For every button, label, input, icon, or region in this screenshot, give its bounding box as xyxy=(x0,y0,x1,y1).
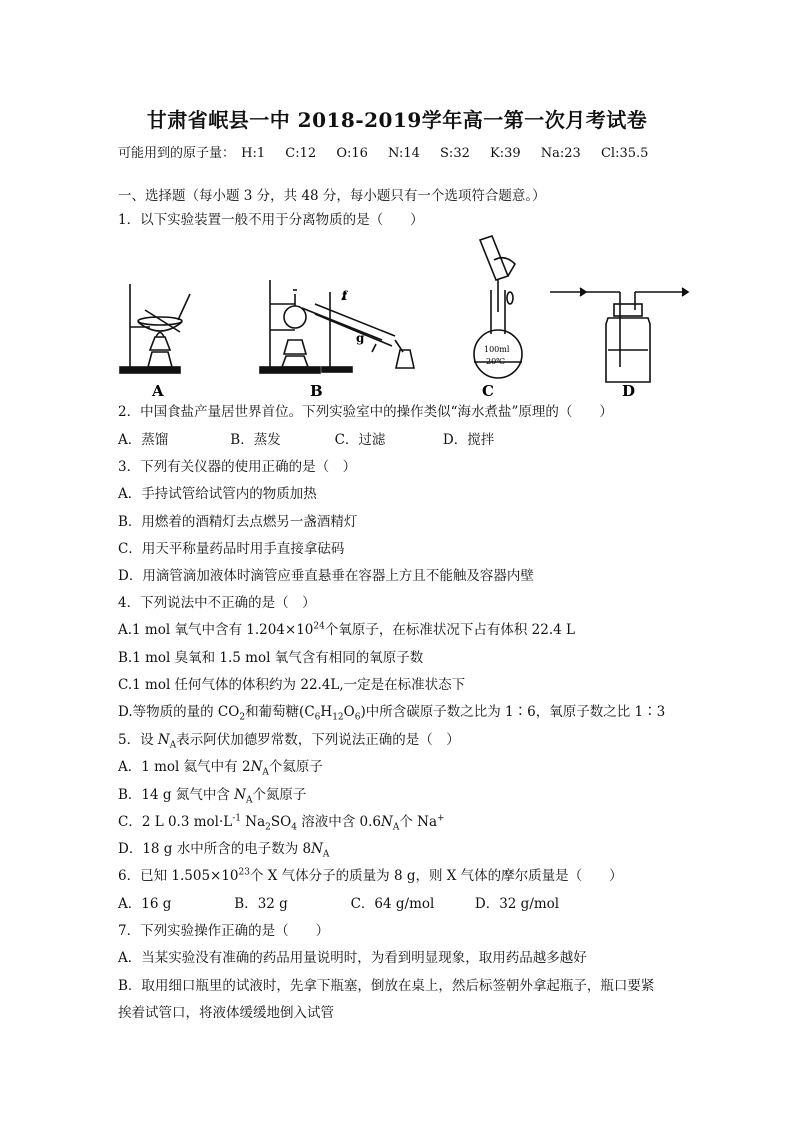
section-heading: 一、选择题（每小题 3 分，共 48 分，每小题只有一个选项符合题意。） xyxy=(118,188,546,204)
option: A．蒸馏 xyxy=(118,432,169,448)
text: 溶液中含 0.6 xyxy=(296,814,382,830)
q7-stem: 7．下列实验操作正确的是（ ） xyxy=(118,923,330,939)
superscript: + xyxy=(437,813,445,824)
q7-option-b: B．取用细口瓶里的试液时，先拿下瓶塞，倒放在桌上，然后标签朝外拿起瓶子，瓶口要紧 xyxy=(118,978,655,994)
page-title: 甘肃省岷县一中 2018-2019学年高一第一次月考试卷 xyxy=(146,108,648,132)
subscript: 4 xyxy=(291,822,297,833)
option: D．搅拌 xyxy=(442,432,495,448)
q5-option-a xyxy=(118,757,323,777)
q1-stem: 1．以下实验装置一般不用于分离物质的是（ ） xyxy=(118,212,424,228)
superscript: -1 xyxy=(232,813,242,824)
q7-option-b-continued: 挨着试管口，将液体缓缓地倒入试管 xyxy=(118,1005,334,1021)
q5-option-b xyxy=(118,785,306,805)
apparatus-b-distillation xyxy=(260,280,414,373)
q1-apparatus-figure xyxy=(110,232,710,404)
fig-label-c: C xyxy=(482,382,494,400)
q2-options xyxy=(118,430,494,450)
atomic-mass-item: O:16 xyxy=(336,146,368,161)
subscript: 2 xyxy=(265,822,271,833)
subscript: A xyxy=(322,849,330,860)
subscript: 12 xyxy=(332,712,344,723)
atomic-mass-item: N:14 xyxy=(388,146,420,161)
q3-option-a: A．手持试管给试管内的物质加热 xyxy=(118,486,317,502)
subscript: A xyxy=(262,767,269,778)
text: O xyxy=(343,704,355,720)
text: 个氦原子 xyxy=(268,759,323,775)
subscript: A xyxy=(169,740,177,751)
text: 5．设 xyxy=(118,732,158,748)
text: SO xyxy=(270,814,292,830)
fig-label-a: A xyxy=(152,382,164,400)
subscript: 2 xyxy=(239,712,246,723)
atomic-mass-item: H:1 xyxy=(241,146,266,161)
avogadro-symbol: N xyxy=(311,841,323,857)
text: D．18 g 水中所含的电子数为 8 xyxy=(118,841,312,857)
text: A.1 mol 氧气中含有 1.204×10 xyxy=(118,622,314,638)
subscript: 6 xyxy=(354,712,361,723)
atomic-mass-item: K:39 xyxy=(490,146,521,161)
q2-stem: 2．中国食盐产量居世界首位。下列实验室中的操作类似“海水煮盐”原理的（ ） xyxy=(118,404,613,420)
text: B．14 g 氮气中含 xyxy=(118,787,235,803)
avogadro-symbol: N xyxy=(250,759,263,775)
apparatus-d-gas-washing-bottle xyxy=(550,288,688,382)
q4-option-b: B.1 mol 臭氧和 1.5 mol 氧气含有相同的氧原子数 xyxy=(118,650,424,666)
fig-label-b: B xyxy=(310,382,323,400)
atomic-mass-item: C:12 xyxy=(285,146,317,161)
subscript: 6 xyxy=(314,712,321,723)
text: C．2 L 0.3 mol·L xyxy=(118,814,233,830)
q3-option-d: D．用滴管滴加液体时滴管应垂直悬垂在容器上方且不能触及容器内壁 xyxy=(118,568,534,584)
option: C．过滤 xyxy=(334,432,386,448)
q4-option-c: C.1 mol 任何气体的体积约为 22.4L,一定是在标准状态下 xyxy=(118,677,466,693)
q5-option-c xyxy=(118,812,445,832)
q3-option-c: C．用天平称量药品时用手直接拿砝码 xyxy=(118,541,345,557)
atomic-mass-item: S:32 xyxy=(440,146,470,161)
avogadro-symbol: N xyxy=(234,787,246,803)
text: 表示阿伏加德罗常数，下列说法正确的是（ ） xyxy=(176,732,460,748)
text: D.等物质的量的 CO xyxy=(118,704,240,720)
q3-option-b: B．用燃着的酒精灯去点燃另一盏酒精灯 xyxy=(118,514,358,530)
q6-stem xyxy=(118,866,623,886)
atomic-masses xyxy=(118,144,664,164)
text: 个氧原子，在标准状况下占有体积 22.4 L xyxy=(324,622,575,638)
subscript: A xyxy=(245,795,253,806)
atomic-mass-item: Na:23 xyxy=(540,146,581,161)
text: )中所含碳原子数之比为 1∶6，氧原子数之比 1∶3 xyxy=(360,704,666,720)
fig-label-g: g xyxy=(356,331,365,345)
flask-temp-label: 20℃ xyxy=(486,357,506,366)
superscript: 23 xyxy=(238,867,250,878)
text: A．1 mol 氦气中有 2 xyxy=(118,759,251,775)
option: B．蒸发 xyxy=(230,432,281,448)
option: D．32 g/mol xyxy=(474,896,560,912)
superscript: 24 xyxy=(313,621,325,632)
avogadro-symbol: N xyxy=(157,732,170,748)
option: A．16 g xyxy=(118,896,172,912)
text: H xyxy=(320,704,333,720)
q4-stem: 4．下列说法中不正确的是（ ） xyxy=(118,595,316,611)
text: 个 Na xyxy=(399,814,437,830)
q3-stem: 3．下列有关仪器的使用正确的是（ ） xyxy=(118,459,357,475)
option: B．32 g xyxy=(234,896,288,912)
q5-stem xyxy=(118,730,460,750)
fig-label-d: D xyxy=(622,382,636,400)
text: 个氮原子 xyxy=(252,787,307,803)
q6-options xyxy=(118,894,559,914)
avogadro-symbol: N xyxy=(381,814,393,830)
q4-option-a xyxy=(118,620,575,640)
subscript: A xyxy=(392,822,400,833)
text: 和葡萄糖(C xyxy=(245,704,315,720)
flask-volume-label: 100ml xyxy=(484,345,510,354)
q7-option-a: A．当某实验没有准确的药品用量说明时，为看到明显现象，取用药品越多越好 xyxy=(118,950,587,966)
apparatus-a-evaporation xyxy=(120,284,190,373)
atomic-masses-label: 可能用到的原子量： xyxy=(118,146,236,161)
text: 6．已知 1.505×10 xyxy=(118,868,239,884)
text: Na xyxy=(241,814,266,830)
atomic-mass-item: Cl:35.5 xyxy=(600,146,649,161)
fig-label-f: f xyxy=(342,289,348,303)
text: 个 X 气体分子的质量为 8 g，则 X 气体的摩尔质量是（ ） xyxy=(249,868,623,884)
q4-option-d xyxy=(118,702,665,722)
option: C．64 g/mol xyxy=(350,896,435,912)
q5-option-d xyxy=(118,839,329,859)
